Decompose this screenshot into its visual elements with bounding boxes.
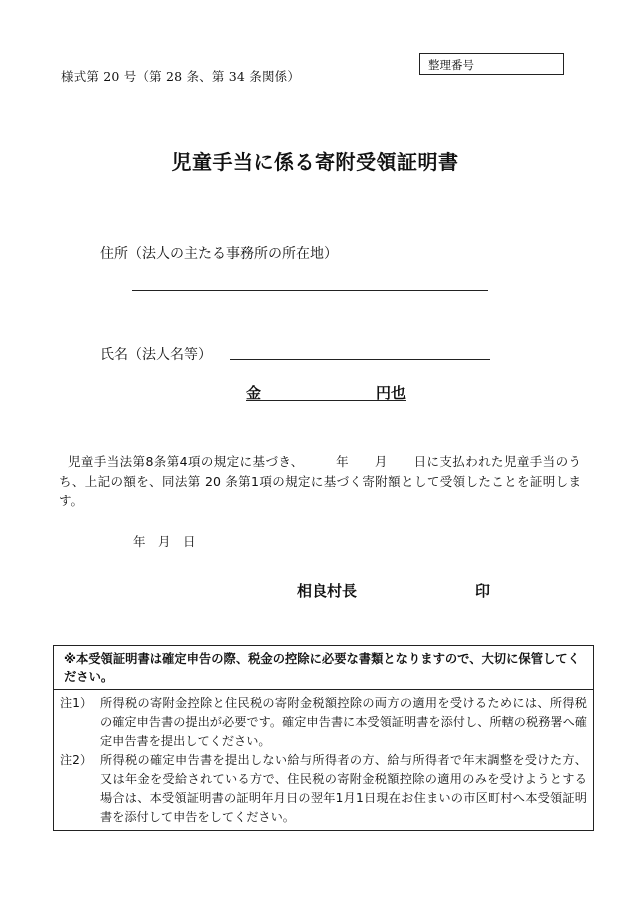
- signer-title: 相良村長: [297, 582, 358, 600]
- notice-box: [53, 645, 594, 831]
- amount-field: [246, 382, 406, 401]
- note-item: [54, 694, 593, 751]
- amount-suffix: 円也: [375, 384, 406, 402]
- name-field-line: [230, 359, 490, 360]
- reference-number-box: [419, 53, 564, 75]
- seal-mark: 印: [475, 582, 491, 600]
- name-label: 氏名（法人名等）: [100, 347, 212, 363]
- form-number: 様式第 20 号（第 28 条、第 34 条関係）: [61, 69, 301, 84]
- note-text: 所得税の確定申告書を提出しない給与所得者の方、給与所得者で年末調整を受けた方、又は年金を受給されている方で、住民税の寄附金税額控除の適用のみを受けようとする場合は、本受領証明書の証明年月日の翌年1月1日現在お住まいの市区町村へ本受領証明書を添付して申告をしてください。: [100, 753, 587, 824]
- address-label: 住所（法人の主たる事務所の所在地）: [100, 246, 338, 262]
- issue-date: 年 月 日: [133, 534, 196, 549]
- notice-heading: ※本受領証明書は確定申告の際、税金の控除に必要な書類となりますので、大切に保管してください。: [54, 646, 593, 690]
- document-title: 児童手当に係る寄附受領証明書: [171, 150, 459, 174]
- amount-prefix: 金: [246, 384, 262, 402]
- reference-number-label: 整理番号: [428, 58, 474, 72]
- address-field-line: [132, 290, 488, 291]
- note-label: 注1）: [60, 696, 93, 710]
- certification-text: 児童手当法第8条第4項の規定に基づき、 年 月 日に支払われた児童手当のうち、上記の額を、同法第 20 条第1項の規定に基づく寄附額として受領したことを証明します。: [59, 454, 581, 508]
- note-text: 所得税の寄附金控除と住民税の寄附金税額控除の両方の適用を受けるためには、所得税の確定申告書の提出が必要です。確定申告書に本受領証明書を添付し、所轄の税務署へ確定申告書を提出してください。: [100, 696, 587, 748]
- note-item: [54, 751, 593, 827]
- note-label: 注2）: [60, 753, 93, 767]
